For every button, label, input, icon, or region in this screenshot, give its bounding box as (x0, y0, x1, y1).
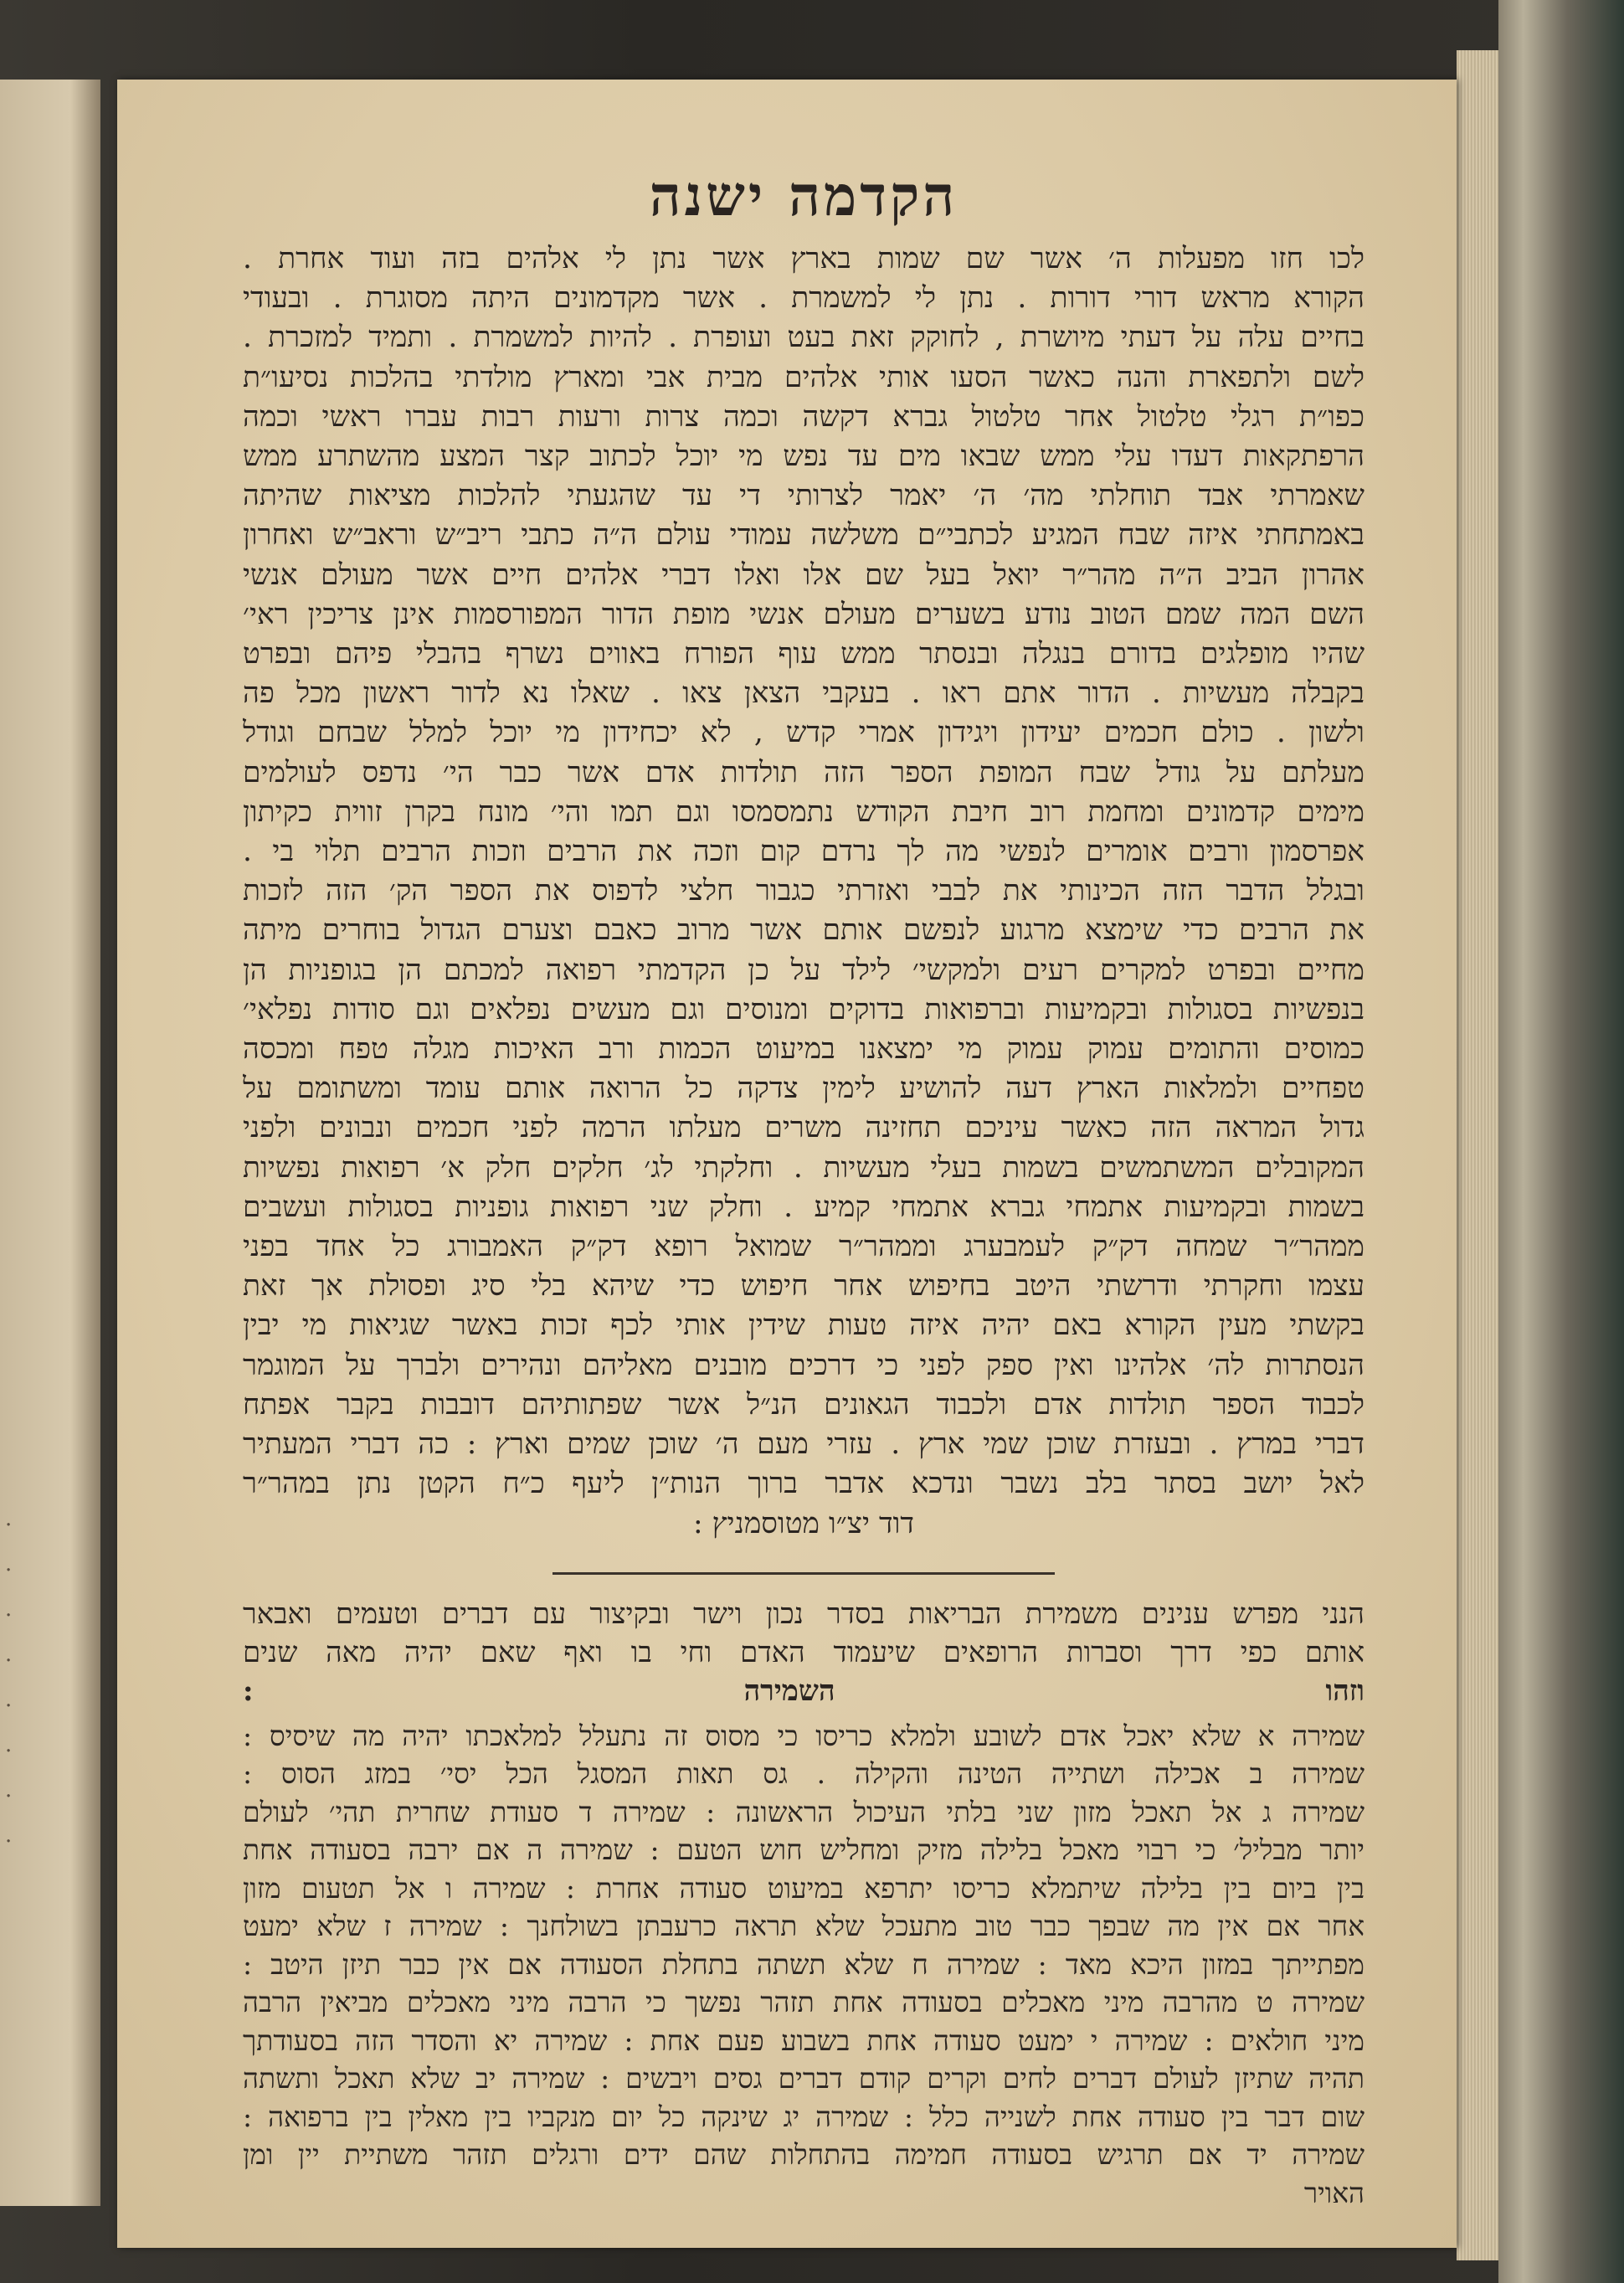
text-line: בשמות ובקמיעות אתמחי גברא אתמחי קמיע . וחלק שני רפואות גופניות בסגולות ועשבים (243, 1190, 1364, 1224)
text-line: לאל יושב בסתר בלב נשבר ונדכא אדבר ברוך הנות״ן ליעף כ״ח הקטן נתן במהר״ר (243, 1467, 1364, 1501)
page-stack-edge (1457, 50, 1498, 2260)
left-page-margin-marks: · · · · · · · · (5, 1513, 13, 1854)
text-line: בחיים עלה על דעתי מיושרת , לחוקק זאת בעט ועופרת . להיות למשמרת . ותמיד למזכרת . (243, 321, 1364, 355)
text-line: שום דבר בין סעודה אחת לשנייה כלל : שמירה יג שינקה כל יום מנקביו בין מאלין בין ברפואה : (243, 2100, 1364, 2133)
text-line: טפחיים ולמלאות הארץ דעה להושיע לימין צדקה כל הרואה אותם עומד ומשתומם על (243, 1072, 1364, 1106)
text-line: לשם ולתפארת והנה כאשר הסעו אותי אלהים מבית אבי ומארץ מולדתי בהלכות נסיעו״ת (243, 360, 1364, 394)
text-line: האויר (1303, 2176, 1364, 2209)
text-line: המקובלים המשתמשים בשמות בעלי מעשיות . וחלקתי לג׳ חלקים חלק א׳ רפואות נפשיות (243, 1150, 1364, 1185)
text-line: כפו״ת רגלי טלטול אחר טלטול גברא דקשה וכמה צרות ורעות רבות עברו ראשי וכמה (243, 399, 1364, 434)
text-line: דוד יצ״ו מטוסמניץ : (692, 1506, 915, 1540)
text-line: הנני מפרש ענינים משמירת הבריאות בסדר נכון וישר ובקיצור עם דברים וטעמים ואבאר (243, 1597, 1364, 1631)
text-line: שמירה יד אם תרגיש בסעודה חמימה בהתחלות שהם ידים ורגלים תזהר משתיית יין ומן (243, 2138, 1364, 2172)
text-line: תהיה שתיזן לעולם דברים לחים וקרים קודם דברים גסים ויבשים : שמירה יב שלא תאכל ותשתה (243, 2062, 1364, 2095)
text-line: גדול המראה הזה כאשר עיניכם תחזינה משרים מעלתו הרמה לפני חכמים ונבונים ולפני (243, 1111, 1364, 1145)
text-line: כמוסים והתומים עמוק עמוק מי ימצאנו במיעוט הכמות ורב האיכות מגלה טפח ומכסה (243, 1032, 1364, 1067)
text-line: בקשתי מעין הקורא באם יהיה איזה טעות שידין אותי לכף זכות באשר שגיאות מי יבין (243, 1309, 1364, 1343)
text-line: יותר מבליל׳ כי רבוי מאכל בלילה מזיק ומחליש חוש הטעם : שמירה ה אם ירבה בסעודה אחת (243, 1833, 1364, 1867)
text-line: שמירה ב אכילה ושתייה הטינה והקילה . גס תאות המסגל הכל יסי׳ במזג הסוס : (243, 1757, 1364, 1791)
page-title: הקדמה ישנה (649, 163, 958, 229)
text-line: לכו חזו מפעלות ה׳ אשר שם שמות בארץ אשר נתן לי אלהים בזה ועוד אחרת . (243, 242, 1364, 275)
rules-list (243, 1717, 1364, 2213)
text-line: שמירה א שלא יאכל אדם לשובע ולמלא כריסו כי מסוס זה נתעלל למלאכתו יהיה מה שיסיס : (243, 1719, 1364, 1752)
book-spine (1498, 0, 1624, 2283)
text-line: השם המה שמם הטוב נודע בשערים מעולם אנשי מופת הדור המפורסמות אינן צריכין ראי׳ (243, 597, 1364, 631)
text-line: אהרון הביב ה״ה מהר״ר יואל בעל שם אלו ואלו דברי אלהים חיים אשר מעולם אנשי (243, 558, 1364, 592)
text-line: ובגלל הדבר הזה הכינותי את לבבי ואזרתי כגבור חלצי לדפוס את הספר הק׳ הזה לזכות (243, 874, 1364, 908)
text-line: מעלתם על גודל שבח המופת הספר הזה תולדות אדם אשר כבר הי׳ נדפס לעולמים (243, 755, 1364, 789)
text-line: לכבוד הספר תולדות אדם ולכבוד הגאונים הנ״ל אשר שפתותיהם דובבות בקבר אפתח (243, 1387, 1364, 1422)
text-line: מימים קדמונים ומחמת רוב חיבת הקודש נתמסמסו וגם תמו והי׳ מונח בקרן זווית כקיתון (243, 794, 1364, 829)
text-line: שמירה ט מהרבה מיני מאכלים בסעודה אחת תזהר נפשך כי הרבה מיני מאכלים מביאין הרבה (243, 1986, 1364, 2019)
text-line: מיני חולאים : שמירה י ימעט סעודה אחת בשבוע פעם אחת : שמירה יא והסדר הזה בסעודתך (243, 2023, 1364, 2057)
text-line: שאמרתי אבד תוחלתי מה׳ ה׳ יאמר לצרותי די עד שהגעתי להלכות מציאות שהיתה (243, 479, 1364, 513)
text-line: שהיו מופלגים בדורם בנגלה ובנסתר ממש עוף הפורח באווים נשרף בהבלי פיהם ובפרט (243, 637, 1364, 671)
text-line: את הרבים כדי שימצא מרגוע לנפשם אותם אשר מרוב כאבם וצערם הגדול בוחרים מיתה (243, 913, 1364, 948)
text-line: בנפשיות בסגולות ובקמיעות וברפואות בדוקים ומנוסים וגם מעשים נפלאים וגם סודות נפלאי׳ (243, 992, 1364, 1026)
text-line: הקורא מראש דורי דורות . נתן לי למשמרת . אשר מקדמונים היתה מסוגרת . ובעודי (243, 281, 1364, 316)
text-line: דברי במרץ . ובעזרת שוכן שמי ארץ . עזרי מעם ה׳ שוכן שמים וארץ : כה דברי המעתיר (243, 1427, 1364, 1462)
text-line: עצמו וחקרתי ודרשתי היטב בחיפוש אחר חיפוש כדי שיהא בלי סיג ופסולת אך זאת (243, 1269, 1364, 1303)
left-page-edge (0, 80, 100, 2206)
text-line: הרפתקאות דעדו עלי ממש שבאו מים עד נפש מי יוכל לכתוב קצר המצע מהשתרע ממש (243, 440, 1364, 474)
text-line: באמתחתי איזה שבח המגיע לכתבי״ם משלשה עמודי עולם ה״ה כתבי ריב״ש וראב״ש ואחרון (243, 518, 1364, 553)
text-line: אחר אם אין מה שבפך כבר טוב מתעכל שלא תראה כרעבתן בשולחנך : שמירה ז שלא ימעט (243, 1910, 1364, 1943)
document-page (117, 80, 1457, 2248)
text-line: ממהר״ר שמחה דק״ק לעמבערג וממהר״ר שמואל רופא דק״ק האמבורג כל אחד בפני (243, 1230, 1364, 1264)
introduction-paragraph (243, 239, 1364, 1544)
section-heading: וזהו השמירה : (243, 1674, 1364, 1708)
text-line: בקבלה מעשיות . הדור אתם ראו . בעקבי הצאן צאו . שאלו נא לדור ראשון מכל פה (243, 676, 1364, 711)
text-line: מפתייתך במזון היכא מאד : שמירה ח שלא תשתה בתחלת הסעודה אם אין כבר תיזן היטב : (243, 1947, 1364, 1981)
section-divider (552, 1572, 1055, 1575)
section-intro (243, 1595, 1364, 1672)
text-line: הנסתרות לה׳ אלהינו ואין ספק לפני כי דרכים מובנים מאליהם ונהירים ולברך על המוגמר (243, 1348, 1364, 1382)
text-line: ולשון . כולם חכמים יעידון ויגידון אמרי קדש , לא יכחידון מי יוכל למלל שבחם וגודל (243, 716, 1364, 750)
page-content (243, 80, 1364, 2212)
text-line: מחיים ובפרט למקרים רעים ולמקשי׳ לילד על כן הקדמתי רפואה למכתם הן בגופניות הן (243, 953, 1364, 987)
text-line: בין ביום בין בלילה שיתמלא כריסו יתרפא במיעוט סעודה אחרת : שמירה ו אל תטעום מזון (243, 1871, 1364, 1905)
text-line: שמירה ג אל תאכל מזון שני בלתי העיכול הראשונה : שמירה ד סעודת שחרית תהי׳ לעולם (243, 1795, 1364, 1828)
text-line: אפרסמון ורבים אומרים לנפשי מה לך נרדם קום וזכה את הרבים וזכות הרבים תלוי בי . (243, 835, 1364, 869)
text-line: אותם כפי דרך וסברות הרופאים שיעמוד האדם וחי בו ואף שאם יהיה מאה שנים (243, 1635, 1364, 1669)
